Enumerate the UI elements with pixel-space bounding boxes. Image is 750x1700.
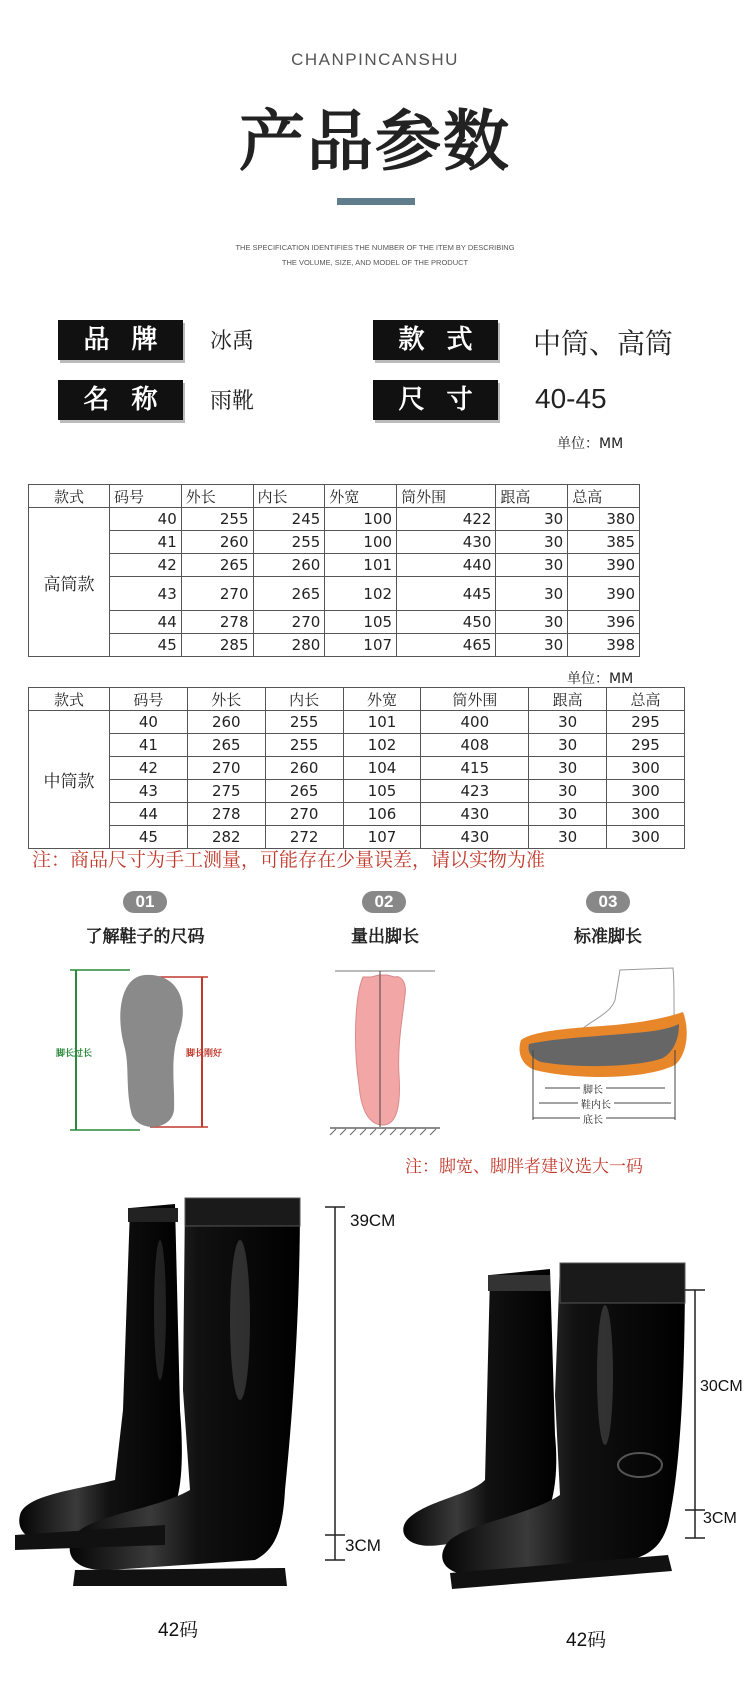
cell: 278 (187, 803, 265, 826)
name-value: 雨靴 (210, 389, 255, 414)
table-row (29, 508, 640, 531)
cell: 300 (607, 803, 685, 826)
cell: 385 (568, 531, 640, 554)
table-row (29, 757, 685, 780)
cell: 30 (496, 577, 568, 611)
cell: 45 (110, 826, 188, 849)
table-row (29, 780, 685, 803)
cell: 101 (343, 711, 421, 734)
col-header-total-height: 总高 (568, 485, 640, 508)
cell: 265 (187, 734, 265, 757)
cell: 255 (253, 531, 325, 554)
cell: 282 (187, 826, 265, 849)
cell: 30 (529, 734, 607, 757)
shoe-inner-length-mark: 鞋内长 (578, 1096, 614, 1111)
cell: 101 (325, 554, 397, 577)
cell: 42 (110, 757, 188, 780)
cell: 43 (110, 577, 182, 611)
col-header-size: 码号 (110, 485, 182, 508)
col-header-shaft-circumference: 筒外围 (397, 485, 496, 508)
cell: 30 (496, 508, 568, 531)
high-boot-caption: 42码 (158, 1620, 199, 1641)
cell: 260 (253, 554, 325, 577)
table-row (29, 531, 640, 554)
high-boot-shaft-height: 39CM (350, 1211, 396, 1230)
high-boot-heel-height: 3CM (345, 1536, 381, 1555)
cell: 41 (110, 734, 188, 757)
mid-boot-caption: 42码 (566, 1630, 607, 1651)
col-header-outer-length: 外长 (187, 688, 265, 711)
cell: 44 (110, 803, 188, 826)
cell: 30 (529, 826, 607, 849)
cell: 40 (110, 508, 182, 531)
style-cell: 高筒款 (29, 508, 110, 657)
step-1-number: 01 (123, 891, 167, 913)
table-header-row (29, 688, 685, 711)
col-header-size: 码号 (110, 688, 188, 711)
sole-length-mark: 底长 (580, 1111, 606, 1126)
cell: 300 (607, 780, 685, 803)
cell: 295 (607, 734, 685, 757)
cell: 270 (187, 757, 265, 780)
step-3-label: 标准脚长 (574, 927, 642, 947)
cell: 42 (110, 554, 182, 577)
cell: 396 (568, 611, 640, 634)
unit-label-1: 单位：MM (557, 436, 624, 452)
foot-just-right-mark: 脚长刚好 (186, 1049, 223, 1059)
cell: 30 (529, 780, 607, 803)
cell: 400 (421, 711, 529, 734)
cell: 255 (265, 711, 343, 734)
table-high-boot (28, 484, 640, 657)
cell: 100 (325, 508, 397, 531)
cell: 107 (343, 826, 421, 849)
cell: 40 (110, 711, 188, 734)
cell: 265 (181, 554, 253, 577)
cell: 270 (181, 577, 253, 611)
step-1-label: 了解鞋子的尺码 (85, 927, 205, 947)
cell: 102 (343, 734, 421, 757)
size-label: 尺寸 (373, 380, 498, 420)
cell: 30 (496, 611, 568, 634)
cell: 445 (397, 577, 496, 611)
col-header-outer-length: 外长 (181, 485, 253, 508)
cell: 440 (397, 554, 496, 577)
cell: 30 (496, 554, 568, 577)
foot-measure-illustration (325, 965, 445, 1145)
insole-shape (120, 975, 183, 1127)
fit-note: 注：脚宽、脚胖者建议选大一码 (405, 1157, 643, 1177)
cell: 270 (265, 803, 343, 826)
col-header-heel-height: 跟高 (529, 688, 607, 711)
style-cell: 中筒款 (29, 711, 110, 849)
table-row (29, 554, 640, 577)
cell: 275 (187, 780, 265, 803)
col-header-style: 款式 (29, 688, 110, 711)
table-row (29, 734, 685, 757)
col-header-shaft-circumference: 筒外围 (421, 688, 529, 711)
cell: 280 (253, 634, 325, 657)
style-value: 中筒、高筒 (533, 327, 674, 360)
high-boots-image (15, 1190, 345, 1590)
cell: 422 (397, 508, 496, 531)
cell: 300 (607, 757, 685, 780)
cell: 423 (421, 780, 529, 803)
cell: 295 (607, 711, 685, 734)
cell: 265 (253, 577, 325, 611)
foot-length-mark: 脚长 (580, 1081, 606, 1096)
cell: 300 (607, 826, 685, 849)
col-header-outer-width: 外宽 (343, 688, 421, 711)
cell: 260 (181, 531, 253, 554)
back-boot-mid (403, 1269, 556, 1546)
brand-value: 冰禹 (210, 329, 255, 354)
accent-divider (337, 198, 415, 205)
header-description (0, 240, 750, 270)
table-mid-boot (28, 687, 685, 849)
cell: 415 (421, 757, 529, 780)
cell: 260 (187, 711, 265, 734)
col-header-inner-length: 内长 (253, 485, 325, 508)
cell: 465 (397, 634, 496, 657)
high-boot-dimension-lines (320, 1205, 350, 1565)
cell: 265 (265, 780, 343, 803)
col-header-heel-height: 跟高 (496, 485, 568, 508)
cell: 390 (568, 554, 640, 577)
cell: 30 (496, 531, 568, 554)
cell: 30 (529, 757, 607, 780)
header-pinyin: CHANPINCANSHU (291, 50, 459, 69)
cell: 106 (343, 803, 421, 826)
foot-too-long-mark: 脚长过长 (56, 1049, 93, 1059)
cell: 107 (325, 634, 397, 657)
col-header-style: 款式 (29, 485, 110, 508)
desc-line-1: THE SPECIFICATION IDENTIFIES THE NUMBER OF THE ITEM BY DESCRIBING (235, 243, 515, 252)
cell: 430 (421, 826, 529, 849)
front-boot-mid (442, 1263, 685, 1575)
cell: 43 (110, 780, 188, 803)
cell: 398 (568, 634, 640, 657)
measurement-note: 注：商品尺寸为手工测量，可能存在少量误差，请以实物为准 (32, 849, 546, 871)
cell: 285 (181, 634, 253, 657)
cell: 44 (110, 611, 182, 634)
table-row (29, 711, 685, 734)
cell: 245 (253, 508, 325, 531)
table-row (29, 611, 640, 634)
cell: 41 (110, 531, 182, 554)
col-header-total-height: 总高 (607, 688, 685, 711)
cell: 105 (343, 780, 421, 803)
cell: 30 (529, 803, 607, 826)
size-value: 40-45 (535, 383, 607, 414)
cell: 430 (397, 531, 496, 554)
col-header-outer-width: 外宽 (325, 485, 397, 508)
page-title: 产品参数 (239, 103, 511, 180)
brand-label: 品牌 (58, 320, 183, 360)
table-header-row (29, 485, 640, 508)
cell: 272 (265, 826, 343, 849)
mid-boot-heel-height: 3CM (703, 1510, 737, 1527)
cell: 450 (397, 611, 496, 634)
desc-line-2: THE VOLUME, SIZE, AND MODEL OF THE PRODUCT (281, 258, 469, 267)
cell: 380 (568, 508, 640, 531)
table-row (29, 577, 640, 611)
col-header-inner-length: 内长 (265, 688, 343, 711)
cell: 255 (181, 508, 253, 531)
table-row (29, 803, 685, 826)
cell: 105 (325, 611, 397, 634)
cell: 260 (265, 757, 343, 780)
style-label: 款式 (373, 320, 498, 360)
cell: 30 (496, 634, 568, 657)
cell: 278 (181, 611, 253, 634)
cell: 30 (529, 711, 607, 734)
cell: 408 (421, 734, 529, 757)
mid-boots-image (400, 1255, 700, 1595)
cell: 104 (343, 757, 421, 780)
cell: 390 (568, 577, 640, 611)
cell: 255 (265, 734, 343, 757)
mid-boot-dimension-lines (680, 1288, 710, 1548)
step-3-number: 03 (586, 891, 630, 913)
cell: 100 (325, 531, 397, 554)
step-2-label: 量出脚长 (351, 927, 419, 947)
step-2-number: 02 (362, 891, 406, 913)
mid-boot-shaft-height: 30CM (700, 1378, 743, 1395)
name-label: 名称 (58, 380, 183, 420)
table-row (29, 634, 640, 657)
cell: 45 (110, 634, 182, 657)
cell: 430 (421, 803, 529, 826)
cell: 270 (253, 611, 325, 634)
unit-label-2: 单位：MM (567, 671, 634, 687)
cell: 102 (325, 577, 397, 611)
